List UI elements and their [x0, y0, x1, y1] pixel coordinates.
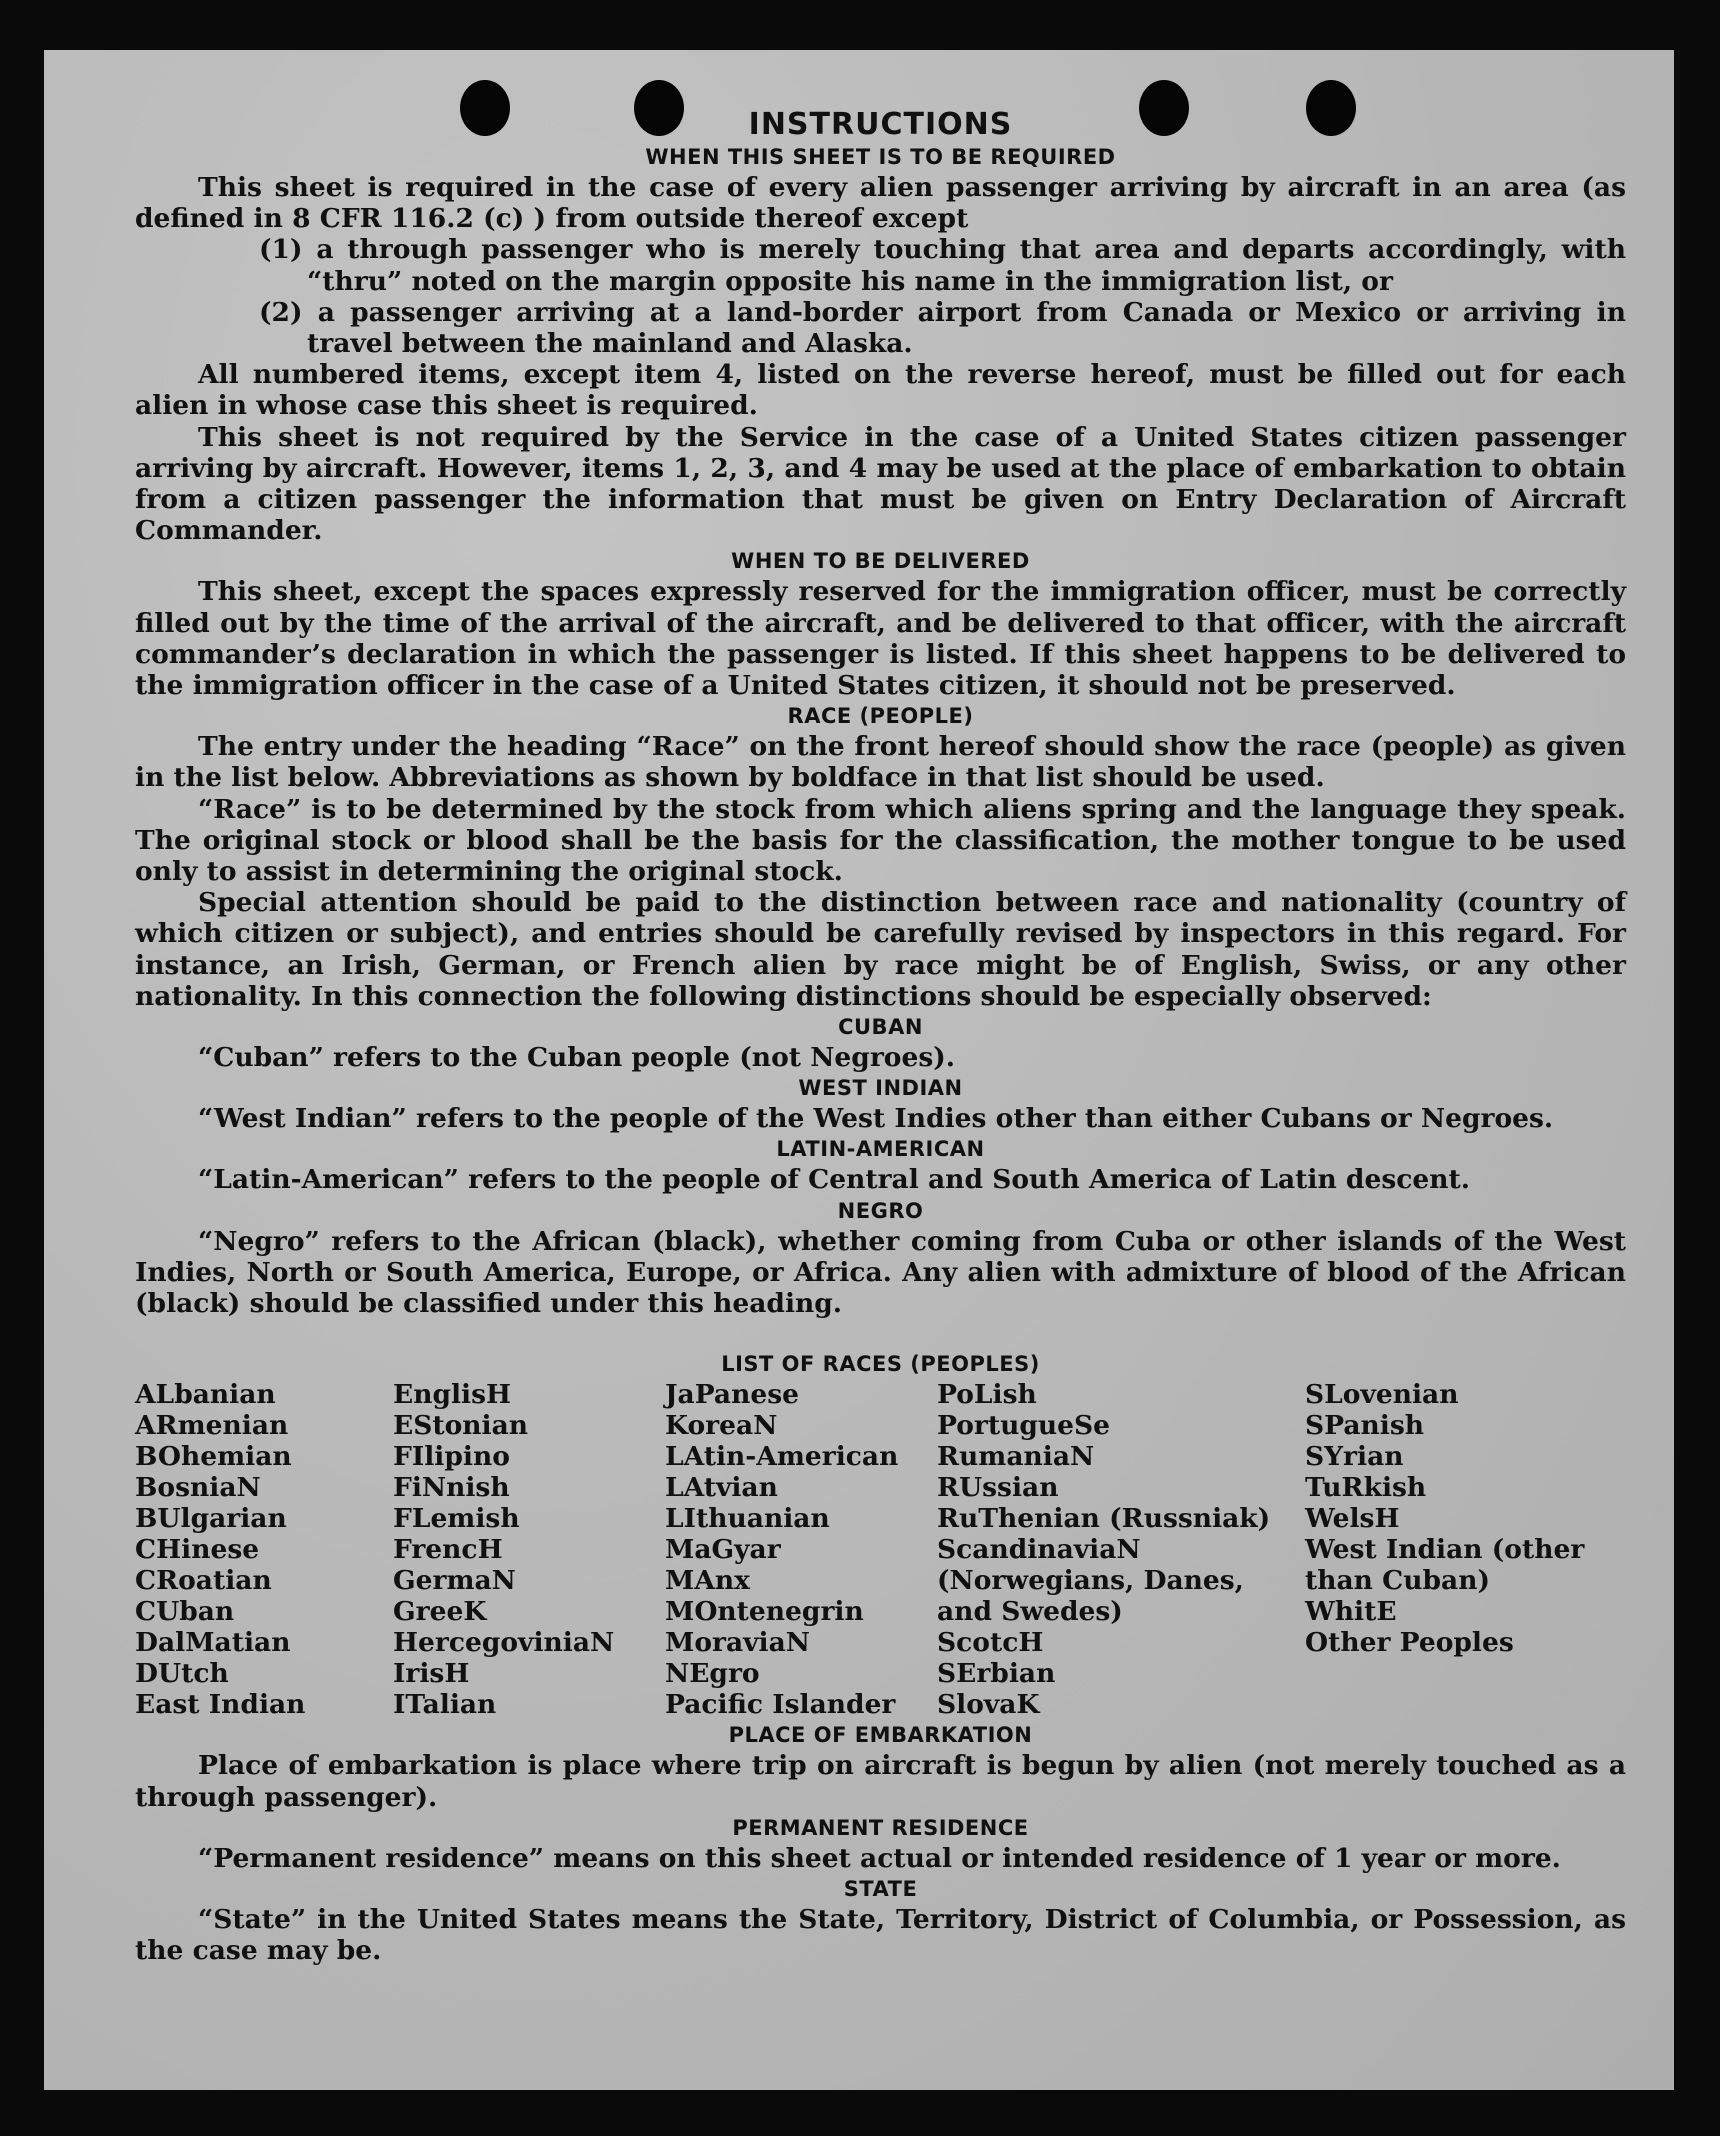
race-item: MaGyar [665, 1534, 781, 1566]
race-item: ScotcH [937, 1627, 1044, 1659]
section-heading: WHEN THIS SHEET IS TO BE REQUIRED [645, 145, 1116, 169]
race-item: SlovaK [937, 1689, 1040, 1721]
race-item: JaPanese [665, 1379, 800, 1411]
race-item: Other Peoples [1305, 1627, 1514, 1659]
instructions-content [135, 108, 1626, 1966]
race-column [393, 1379, 665, 1720]
race-item: RumaniaN [937, 1441, 1095, 1473]
race-item: CUban [135, 1596, 235, 1628]
paragraph: “Cuban” refers to the Cuban people (not Negroes). [198, 1042, 955, 1074]
paragraph: “Latin-American” refers to the people of Central and South America of Latin descent. [198, 1164, 1470, 1196]
paragraph: “State” in the United States means the State, Territory, District of Columbia, or Possession, as the case may be. [135, 1903, 1626, 1967]
list-item: (2) a passenger arriving at a land-border airport from Canada or Mexico or arriving in travel between the mainland and Alaska. [259, 296, 1626, 360]
race-item: GreeK [393, 1596, 487, 1628]
page-title: INSTRUCTIONS [748, 107, 1013, 142]
race-item: WelsH [1305, 1503, 1400, 1535]
race-item: SLovenian [1305, 1379, 1459, 1411]
section-heading: WEST INDIAN [798, 1076, 963, 1101]
race-item: TuRkish [1305, 1472, 1427, 1504]
race-item: FLemish [393, 1503, 520, 1535]
race-item: CRoatian [135, 1565, 272, 1597]
race-item: ALbanian [135, 1379, 276, 1411]
race-item: RuThenian (Russniak) [937, 1503, 1271, 1535]
section-heading: RACE (PEOPLE) [787, 704, 974, 729]
paragraph: “Race” is to be determined by the stock from which aliens spring and the language they speak. The original stock or blood shall be the basis for the classification, the mother tongue to be used only to assist in determining the original stock. [135, 793, 1626, 888]
race-item: PoLish [937, 1379, 1037, 1411]
race-column [1305, 1379, 1626, 1720]
race-item: LAtin-American [665, 1441, 899, 1473]
race-item: NEgro [665, 1658, 760, 1690]
race-item: ITalian [393, 1689, 497, 1721]
race-item: MAnx [665, 1565, 750, 1597]
race-item: LIthuanian [665, 1503, 830, 1535]
race-item: IrisH [393, 1658, 470, 1690]
section-heading: LIST OF RACES (PEOPLES) [721, 1352, 1040, 1377]
race-item: HercegoviniaN [393, 1627, 615, 1659]
race-item: EnglisH [393, 1379, 512, 1411]
race-item: WhitE [1305, 1596, 1397, 1628]
race-item: BosniaN [135, 1472, 261, 1504]
paragraph: Place of embarkation is place where trip on aircraft is begun by alien (not merely touched as a through passenger). [135, 1750, 1626, 1813]
race-item: ARmenian [135, 1410, 289, 1442]
section-heading: WHEN TO BE DELIVERED [731, 549, 1030, 574]
race-item: SYrian [1305, 1441, 1404, 1473]
section-heading: LATIN-AMERICAN [776, 1137, 985, 1162]
section-heading: NEGRO [837, 1198, 924, 1223]
race-list [135, 1379, 1626, 1720]
race-item: EStonian [393, 1410, 529, 1442]
race-item: FiNnish [393, 1472, 510, 1504]
race-item: SPanish [1305, 1410, 1425, 1442]
paragraph: “Permanent residence” means on this sheet actual or intended residence of 1 year or more. [198, 1842, 1561, 1874]
section-heading: PLACE OF EMBARKATION [728, 1723, 1033, 1748]
paragraph: All numbered items, except item 4, listed on the reverse hereof, must be filled out for each alien in whose case this sheet is required. [135, 359, 1626, 422]
race-column [937, 1379, 1305, 1720]
race-item: FIlipino [393, 1441, 510, 1473]
race-item: FrencH [393, 1534, 503, 1566]
document-sheet [44, 50, 1674, 2090]
paragraph: The entry under the heading “Race” on the front hereof should show the race (people) as given in the list below. Abbreviations as shown by boldface in that list should be used. [135, 731, 1626, 794]
race-item: PortugueSe [937, 1410, 1111, 1442]
race-item: DalMatian [135, 1627, 291, 1659]
paragraph: Special attention should be paid to the distinction between race and nationality (country of which citizen or subject), and entries should be carefully revised by inspectors in this regard. For instance, an Irish, German, or French alien by race might be of English, Swiss, or any other nationality. In this connection the following distinctions should be especially observed: [135, 887, 1626, 1012]
race-item: BUlgarian [135, 1503, 287, 1535]
race-item: West Indian (other than Cuban) [1305, 1534, 1585, 1597]
paragraph: This sheet is required in the case of every alien passenger arriving by aircraft in an area (as defined in 8 CFR 116.2 (c) ) from outside thereof except [135, 172, 1626, 235]
paragraph: “West Indian” refers to the people of the West Indies other than either Cubans or Negroes. [198, 1103, 1554, 1135]
race-item: MoraviaN [665, 1627, 810, 1659]
race-item: RUssian [937, 1472, 1059, 1504]
race-item: MOntenegrin [665, 1596, 864, 1628]
race-column [135, 1379, 393, 1720]
paragraph: “Negro” refers to the African (black), whether coming from Cuba or other islands of the West Indies, North or South America, Europe, or Africa. Any alien with admixture of blood of the African (black) should be classified under this heading. [135, 1225, 1626, 1320]
race-item: GermaN [393, 1565, 516, 1597]
paragraph: This sheet, except the spaces expressly reserved for the immigration officer, must be correctly filled out by the time of the arrival of the aircraft, and be delivered to that officer, with the aircraft commander’s declaration in which the passenger is listed. If this sheet happens to be delivered to the immigration officer in the case of a United States citizen, it should not be preserved. [135, 576, 1626, 702]
race-item: LAtvian [665, 1472, 778, 1504]
race-item: Pacific Islander [665, 1689, 896, 1721]
race-item: East Indian [135, 1689, 306, 1721]
section-heading: STATE [843, 1876, 918, 1901]
race-item: CHinese [135, 1534, 260, 1566]
race-item: KoreaN [665, 1410, 778, 1442]
list-item: (1) a through passenger who is merely touching that area and departs accordingly, with “thru” noted on the margin opposite his name in the immigration list, or [259, 234, 1626, 297]
race-item: SErbian [937, 1658, 1056, 1690]
section-heading: PERMANENT RESIDENCE [732, 1815, 1029, 1840]
section-heading: CUBAN [838, 1015, 923, 1040]
race-item: DUtch [135, 1658, 229, 1690]
race-column [665, 1379, 937, 1720]
race-item: ScandinaviaN (Norwegians, Danes, and Swedes) [937, 1534, 1244, 1628]
paragraph: This sheet is not required by the Service in the case of a United States citizen passenger arriving by aircraft. However, items 1, 2, 3, and 4 may be used at the place of embarkation to obtain from a citizen passenger the information that must be given on Entry Declaration of Aircraft Commander. [135, 421, 1626, 547]
race-item: BOhemian [135, 1441, 292, 1473]
